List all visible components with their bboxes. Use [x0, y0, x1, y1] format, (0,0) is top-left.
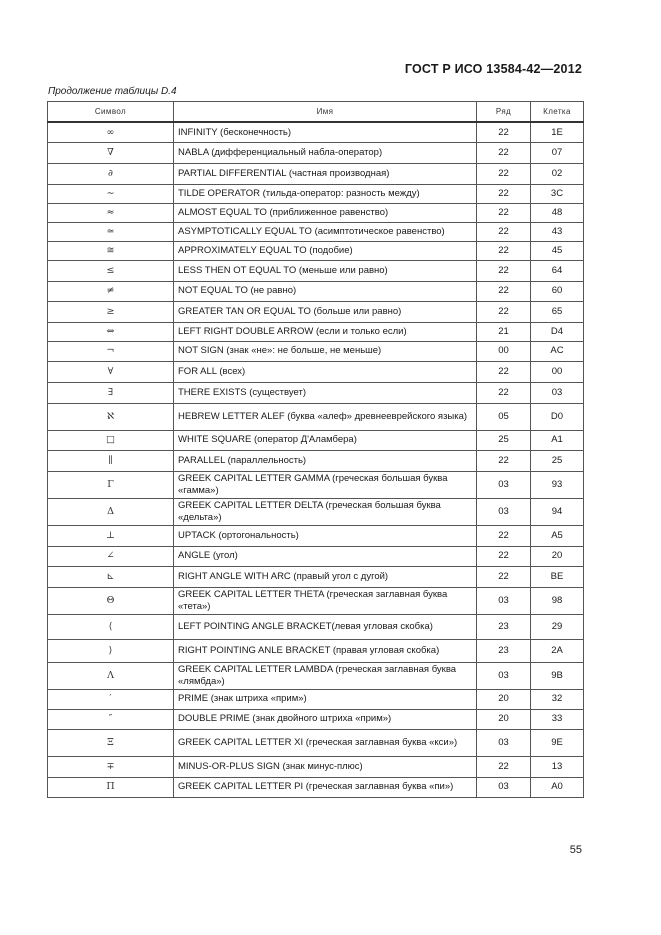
table-row	[48, 361, 584, 382]
row-symbol: ⊥	[48, 525, 174, 546]
table-row	[48, 525, 584, 546]
row-symbol: ⊾	[48, 566, 174, 587]
row-symbol: Π	[48, 777, 174, 797]
row-name: ASYMPTOTICALLY EQUAL TO (асимптотическое равенство)	[174, 222, 477, 241]
row-name: NOT SIGN (знак «не»: не больше, не меньше)	[174, 341, 477, 361]
cell-code: AC	[531, 341, 584, 361]
row-name: PRIME (знак штриха «прим»)	[174, 689, 477, 709]
row-name: NOT EQUAL TO (не равно)	[174, 281, 477, 301]
row-code: 22	[477, 566, 531, 587]
cell-code: 03	[531, 382, 584, 403]
table-row	[48, 203, 584, 222]
row-code: 03	[477, 777, 531, 797]
table-row	[48, 546, 584, 566]
cell-code: 9E	[531, 729, 584, 756]
cell-code: 1E	[531, 122, 584, 142]
row-code: 22	[477, 546, 531, 566]
row-name: PARALLEL (параллельность)	[174, 450, 477, 471]
column-header-row: Ряд	[477, 102, 531, 123]
row-code: 22	[477, 260, 531, 281]
row-code: 03	[477, 471, 531, 498]
row-symbol: ∠	[48, 546, 174, 566]
cell-code: 65	[531, 301, 584, 322]
table-row	[48, 689, 584, 709]
table-row	[48, 756, 584, 777]
row-code: 22	[477, 142, 531, 163]
cell-code: A5	[531, 525, 584, 546]
row-name: GREATER TAN OR EQUAL TO (больше или равно)	[174, 301, 477, 322]
column-header-name: Имя	[174, 102, 477, 123]
row-code: 20	[477, 709, 531, 729]
table-header-row	[48, 102, 584, 123]
table-row	[48, 301, 584, 322]
row-code: 22	[477, 382, 531, 403]
cell-code: 94	[531, 498, 584, 525]
row-symbol: Ξ	[48, 729, 174, 756]
row-code: 25	[477, 430, 531, 450]
row-name: PARTIAL DIFFERENTIAL (частная производная)	[174, 163, 477, 184]
row-name: MINUS-OR-PLUS SIGN (знак минус-плюс)	[174, 756, 477, 777]
row-symbol: ¬	[48, 341, 174, 361]
row-symbol: ∓	[48, 756, 174, 777]
row-name: FOR ALL (всех)	[174, 361, 477, 382]
row-symbol: ⟨	[48, 614, 174, 639]
row-code: 22	[477, 450, 531, 471]
cell-code: 3C	[531, 184, 584, 203]
document-code: ГОСТ Р ИСО 13584-42—2012	[404, 62, 582, 76]
table-row	[48, 142, 584, 163]
row-code: 22	[477, 184, 531, 203]
cell-code: 43	[531, 222, 584, 241]
row-symbol: Γ	[48, 471, 174, 498]
row-code: 22	[477, 222, 531, 241]
table-row	[48, 430, 584, 450]
row-symbol: □	[48, 430, 174, 450]
row-symbol: ⟩	[48, 639, 174, 662]
row-symbol: ∼	[48, 184, 174, 203]
cell-code: 60	[531, 281, 584, 301]
cell-code: A1	[531, 430, 584, 450]
row-code: 03	[477, 587, 531, 614]
row-symbol: ∞	[48, 122, 174, 142]
table-row	[48, 241, 584, 260]
table-caption: Продолжение таблицы D.4	[48, 86, 177, 97]
table-row	[48, 614, 584, 639]
cell-code: 2A	[531, 639, 584, 662]
row-symbol: ⇔	[48, 322, 174, 341]
row-symbol: Θ	[48, 587, 174, 614]
row-symbol: ∃	[48, 382, 174, 403]
cell-code: 07	[531, 142, 584, 163]
row-symbol: ≃	[48, 222, 174, 241]
row-name: DOUBLE PRIME (знак двойного штриха «прим»)	[174, 709, 477, 729]
row-name: GREEK CAPITAL LETTER LAMBDA (греческая заглавная буква «лямбда»)	[174, 662, 477, 689]
row-symbol: ∀	[48, 361, 174, 382]
row-name: WHITE SQUARE (оператор Д'Аламбера)	[174, 430, 477, 450]
row-code: 20	[477, 689, 531, 709]
row-symbol: ≅	[48, 241, 174, 260]
row-name: GREEK CAPITAL LETTER PI (греческая заглавная буква «пи»)	[174, 777, 477, 797]
row-name: GREEK CAPITAL LETTER THETA (греческая заглавная буква «тета»)	[174, 587, 477, 614]
row-code: 22	[477, 525, 531, 546]
row-name: LEFT POINTING ANGLE BRACKET(левая угловая скобка)	[174, 614, 477, 639]
cell-code: D4	[531, 322, 584, 341]
row-name: LEFT RIGHT DOUBLE ARROW (если и только если)	[174, 322, 477, 341]
cell-code: A0	[531, 777, 584, 797]
row-symbol: ≠	[48, 281, 174, 301]
row-symbol: ℵ	[48, 403, 174, 430]
row-symbol: ≥	[48, 301, 174, 322]
row-name: LESS THEN OT EQUAL TO (меньше или равно)	[174, 260, 477, 281]
row-code: 22	[477, 301, 531, 322]
row-code: 22	[477, 361, 531, 382]
row-code: 23	[477, 639, 531, 662]
cell-code: 9B	[531, 662, 584, 689]
table-row	[48, 498, 584, 525]
cell-code: 32	[531, 689, 584, 709]
row-code: 23	[477, 614, 531, 639]
table-row	[48, 163, 584, 184]
cell-code: 93	[531, 471, 584, 498]
row-code: 22	[477, 163, 531, 184]
table-row	[48, 471, 584, 498]
row-symbol: ∂	[48, 163, 174, 184]
row-symbol: ″	[48, 709, 174, 729]
table-row	[48, 639, 584, 662]
row-name: ALMOST EQUAL TO (приближенное равенство)	[174, 203, 477, 222]
cell-code: 13	[531, 756, 584, 777]
cell-code: 29	[531, 614, 584, 639]
row-code: 03	[477, 729, 531, 756]
row-name: UPTACK (ортогональность)	[174, 525, 477, 546]
cell-code: 02	[531, 163, 584, 184]
table-row	[48, 322, 584, 341]
table-row	[48, 450, 584, 471]
row-code: 05	[477, 403, 531, 430]
table-row	[48, 341, 584, 361]
table-row	[48, 777, 584, 797]
table-row	[48, 566, 584, 587]
cell-code: 25	[531, 450, 584, 471]
row-name: GREEK CAPITAL LETTER XI (греческая заглавная буква «кси»)	[174, 729, 477, 756]
row-symbol: ∇	[48, 142, 174, 163]
table-row	[48, 122, 584, 142]
table-row	[48, 709, 584, 729]
row-name: APPROXIMATELY EQUAL TO (подобие)	[174, 241, 477, 260]
table-row	[48, 260, 584, 281]
table-body	[48, 122, 584, 797]
table-row	[48, 281, 584, 301]
row-symbol: ′	[48, 689, 174, 709]
symbol-table	[47, 101, 584, 798]
table-row	[48, 403, 584, 430]
table-row	[48, 587, 584, 614]
cell-code: 64	[531, 260, 584, 281]
row-code: 21	[477, 322, 531, 341]
cell-code: BE	[531, 566, 584, 587]
row-symbol: ≤	[48, 260, 174, 281]
row-symbol: Λ	[48, 662, 174, 689]
column-header-cell: Клетка	[531, 102, 584, 123]
row-symbol: ∥	[48, 450, 174, 471]
row-name: ANGLE (угол)	[174, 546, 477, 566]
row-symbol: Δ	[48, 498, 174, 525]
row-name: HEBREW LETTER ALEF (буква «алеф» древнееврейского языка)	[174, 403, 477, 430]
row-name: GREEK CAPITAL LETTER GAMMA (греческая большая буква «гамма»)	[174, 471, 477, 498]
cell-code: 45	[531, 241, 584, 260]
table-row	[48, 729, 584, 756]
page-number: 55	[569, 844, 582, 856]
row-code: 22	[477, 203, 531, 222]
row-code: 00	[477, 341, 531, 361]
row-code: 03	[477, 498, 531, 525]
row-symbol: ≈	[48, 203, 174, 222]
row-code: 22	[477, 122, 531, 142]
cell-code: 98	[531, 587, 584, 614]
row-name: RIGHT ANGLE WITH ARC (правый угол с дугой)	[174, 566, 477, 587]
cell-code: 00	[531, 361, 584, 382]
table-row	[48, 184, 584, 203]
table-row	[48, 382, 584, 403]
row-code: 22	[477, 281, 531, 301]
row-name: RIGHT POINTING ANLE BRACKET (правая угловая скобка)	[174, 639, 477, 662]
cell-code: 48	[531, 203, 584, 222]
row-code: 22	[477, 756, 531, 777]
table-row	[48, 662, 584, 689]
cell-code: 20	[531, 546, 584, 566]
row-name: INFINITY (бесконечность)	[174, 122, 477, 142]
column-header-symbol: Символ	[48, 102, 174, 123]
row-name: THERE EXISTS (существует)	[174, 382, 477, 403]
cell-code: 33	[531, 709, 584, 729]
row-code: 03	[477, 662, 531, 689]
row-name: NABLA (дифференциальный набла-оператор)	[174, 142, 477, 163]
row-name: GREEK CAPITAL LETTER DELTA (греческая большая буква «дельта»)	[174, 498, 477, 525]
row-code: 22	[477, 241, 531, 260]
table-row	[48, 222, 584, 241]
cell-code: D0	[531, 403, 584, 430]
row-name: TILDE OPERATOR (тильда-оператор: разность между)	[174, 184, 477, 203]
